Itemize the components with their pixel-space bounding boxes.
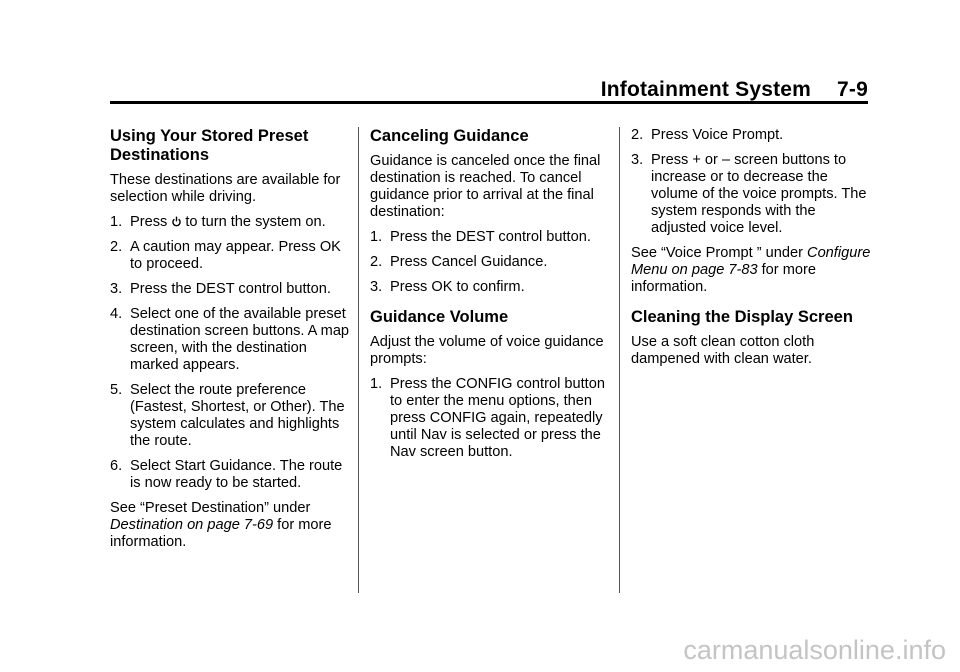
step-text: Press + or – screen buttons to increase or to decrease the volume of the voice prompts. The system responds with the adjusted voice level.: [651, 152, 867, 236]
paragraph: Use a soft clean cotton cloth dampened with clean water.: [631, 334, 815, 367]
step-number: 2.: [370, 254, 383, 270]
step-number: 2.: [110, 239, 123, 255]
list-item: [110, 458, 350, 492]
list-item: [370, 229, 612, 246]
list-item: [110, 281, 350, 298]
step-text: Press OK to confirm.: [390, 279, 525, 295]
step-list: [370, 376, 612, 461]
column-divider: [358, 127, 359, 593]
step-number: 1.: [370, 376, 383, 392]
step-text: Press: [130, 214, 168, 230]
step-text: Select Start Guidance. The route is now ready to be started.: [130, 458, 343, 491]
step-text: Press the DEST control button.: [390, 229, 591, 245]
cross-reference-link[interactable]: Configure Menu on page 7-83: [631, 245, 871, 278]
step-number: 5.: [110, 382, 123, 398]
cross-reference-text: See “Voice Prompt ” under: [631, 245, 803, 261]
section-heading: Canceling Guidance: [370, 127, 529, 145]
step-number: 6.: [110, 458, 123, 474]
page-number: 7-9: [837, 78, 868, 101]
step-number: 4.: [110, 306, 123, 322]
cross-reference: [631, 245, 871, 296]
list-item: [110, 306, 350, 374]
list-item: [631, 152, 871, 237]
cross-reference-text: See “Preset Destination” under: [110, 500, 311, 516]
step-number: 1.: [110, 214, 123, 230]
cross-reference: [110, 500, 350, 551]
step-text: Press Cancel Guidance.: [390, 254, 548, 270]
column-divider: [619, 127, 620, 593]
page-header: [110, 78, 868, 102]
step-text: A caution may appear. Press OK to proceed.: [130, 239, 341, 272]
step-text: to turn the system on.: [185, 214, 326, 230]
step-number: 2.: [631, 127, 644, 143]
step-text: Press the CONFIG control button to enter the menu options, then press CONFIG again, repeatedly until Nav is selected or press the Nav screen button.: [390, 376, 605, 460]
section-title: Infotainment System: [600, 78, 812, 101]
list-item: [370, 376, 612, 461]
power-icon: [172, 216, 181, 227]
cross-reference-text: for more information.: [110, 517, 332, 550]
step-number: 3.: [631, 152, 644, 168]
paragraph: Adjust the volume of voice guidance prompts:: [370, 334, 604, 367]
cross-reference-text: for more information.: [631, 262, 816, 295]
section-heading: Using Your Stored Preset Destinations: [110, 127, 309, 164]
paragraph: These destinations are available for selection while driving.: [110, 172, 341, 205]
column-3: [631, 127, 871, 376]
step-list: [110, 214, 350, 492]
list-item: [110, 382, 350, 450]
column-2: [370, 127, 612, 469]
step-number: 3.: [370, 279, 383, 295]
list-item: [370, 279, 612, 296]
section-heading: Guidance Volume: [370, 308, 509, 326]
step-text: Select the route preference (Fastest, Shortest, or Other). The system calculates and highlights the route.: [130, 382, 345, 449]
step-text: Press the DEST control button.: [130, 281, 331, 297]
watermark: carmanualsonline.info: [683, 635, 946, 665]
step-number: 1.: [370, 229, 383, 245]
list-item: [110, 214, 350, 231]
column-1: [110, 127, 350, 559]
step-list: [631, 127, 871, 237]
step-number: 3.: [110, 281, 123, 297]
list-item: [110, 239, 350, 273]
step-text: Press Voice Prompt.: [651, 127, 784, 143]
paragraph: Guidance is canceled once the final destination is reached. To cancel guidance prior to arrival at the final destination:: [370, 153, 601, 220]
section-heading: Cleaning the Display Screen: [631, 308, 853, 326]
step-text: Select one of the available preset destination screen buttons. A map screen, with the destination marked appears.: [130, 306, 350, 373]
list-item: [370, 254, 612, 271]
step-list: [370, 229, 612, 296]
list-item: [631, 127, 871, 144]
header-rule: [110, 101, 868, 104]
cross-reference-link[interactable]: Destination on page 7-69: [110, 517, 274, 533]
